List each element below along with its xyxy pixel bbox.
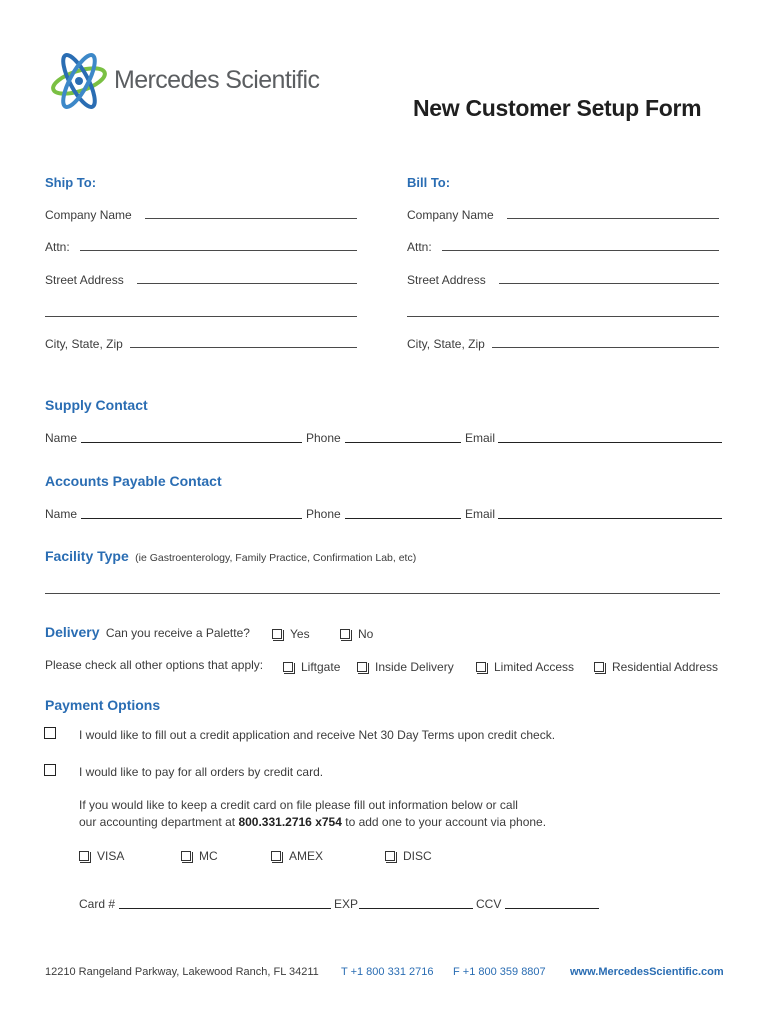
card-number-label: Card # [79, 897, 116, 911]
ap-name-label: Name [45, 507, 78, 521]
card-mc-option[interactable] [181, 849, 218, 863]
delivery-other-prompt: Please check all other options that apply: [45, 658, 264, 672]
ship-attn-label: Attn: [45, 240, 70, 254]
payment-options-heading: Payment Options [45, 697, 161, 713]
inside-delivery-label: Inside Delivery [375, 660, 454, 674]
delivery-heading: Delivery [45, 624, 100, 640]
card-number-field[interactable] [119, 908, 331, 909]
ccv-field[interactable] [505, 908, 599, 909]
limited-access-label: Limited Access [494, 660, 575, 674]
page-title: New Customer Setup Form [413, 95, 702, 121]
palette-no-checkbox[interactable] [340, 629, 350, 639]
ap-phone-label: Phone [306, 507, 341, 521]
ap-contact-heading: Accounts Payable Contact [45, 473, 222, 489]
accounting-phone: 800.331.2716 x754 [238, 815, 342, 829]
option-inside-delivery[interactable] [357, 660, 454, 674]
supply-name-field[interactable] [81, 442, 302, 443]
liftgate-label: Liftgate [301, 660, 341, 674]
disc-label: DISC [403, 849, 432, 863]
inside-delivery-checkbox[interactable] [357, 662, 367, 672]
ship-street-field-2[interactable] [45, 316, 357, 317]
supply-email-label: Email [465, 431, 496, 445]
liftgate-checkbox[interactable] [283, 662, 293, 672]
facility-type-field[interactable] [45, 593, 720, 594]
exp-field[interactable] [359, 908, 473, 909]
ap-phone-field[interactable] [345, 518, 461, 519]
ship-attn-field[interactable] [80, 250, 357, 251]
mc-checkbox[interactable] [181, 851, 191, 861]
option-residential-address[interactable] [594, 660, 718, 674]
facility-type-hint: (ie Gastroenterology, Family Practice, Confirmation Lab, etc) [135, 552, 417, 564]
ship-street-field[interactable] [137, 283, 357, 284]
card-on-file-note-line1: If you would like to keep a credit card on file please fill out information below or call [79, 798, 518, 812]
ship-company-label: Company Name [45, 208, 132, 222]
footer-fax: F +1 800 359 8807 [453, 966, 546, 978]
ccv-label: CCV [476, 897, 502, 911]
option-liftgate[interactable] [283, 660, 340, 674]
pay-by-card-label: I would like to pay for all orders by credit card. [79, 765, 324, 779]
card-amex-option[interactable] [271, 849, 323, 863]
bill-city-field[interactable] [492, 347, 719, 348]
bill-city-label: City, State, Zip [407, 337, 485, 351]
credit-application-checkbox[interactable] [44, 727, 56, 739]
mc-label: MC [199, 849, 218, 863]
facility-type-heading: Facility Type [45, 548, 129, 564]
note-post: to add one to your account via phone. [345, 815, 547, 829]
ship-city-field[interactable] [130, 347, 357, 348]
facility-type-row [45, 548, 416, 564]
note-pre: our accounting department at [79, 815, 236, 829]
bill-company-label: Company Name [407, 208, 494, 222]
brand-name: Mercedes Scientific [114, 66, 320, 94]
palette-yes-option[interactable] [272, 627, 310, 641]
credit-application-label: I would like to fill out a credit application and receive Net 30 Day Terms upon credit check. [79, 728, 556, 742]
logo [48, 46, 338, 116]
ap-email-field[interactable] [498, 518, 722, 519]
bill-to-heading: Bill To: [407, 175, 451, 190]
card-visa-option[interactable] [79, 849, 124, 863]
ship-city-label: City, State, Zip [45, 337, 123, 351]
delivery-question: Can you receive a Palette? [105, 626, 250, 640]
palette-no-option[interactable] [340, 627, 373, 641]
amex-label: AMEX [289, 849, 324, 863]
palette-yes-label: Yes [290, 627, 310, 641]
footer-address: 12210 Rangeland Parkway, Lakewood Ranch, FL 34211 [45, 966, 319, 978]
ship-company-field[interactable] [145, 218, 357, 219]
footer-phone: T +1 800 331 2716 [341, 966, 434, 978]
option-limited-access[interactable] [476, 660, 574, 674]
footer-website[interactable]: www.MercedesScientific.com [570, 966, 724, 978]
palette-yes-checkbox[interactable] [272, 629, 282, 639]
supply-phone-field[interactable] [345, 442, 461, 443]
residential-address-label: Residential Address [612, 660, 719, 674]
supply-email-field[interactable] [498, 442, 722, 443]
bill-street-field-2[interactable] [407, 316, 719, 317]
supply-name-label: Name [45, 431, 78, 445]
bill-attn-label: Attn: [407, 240, 432, 254]
atom-logo-icon [48, 46, 110, 116]
exp-label: EXP [334, 897, 359, 911]
residential-address-checkbox[interactable] [594, 662, 604, 672]
ap-name-field[interactable] [81, 518, 302, 519]
visa-label: VISA [97, 849, 125, 863]
visa-checkbox[interactable] [79, 851, 89, 861]
ship-street-label: Street Address [45, 273, 124, 287]
limited-access-checkbox[interactable] [476, 662, 486, 672]
ap-email-label: Email [465, 507, 496, 521]
ship-to-heading: Ship To: [45, 175, 97, 190]
supply-phone-label: Phone [306, 431, 341, 445]
pay-by-card-checkbox[interactable] [44, 764, 56, 776]
bill-attn-field[interactable] [442, 250, 719, 251]
amex-checkbox[interactable] [271, 851, 281, 861]
bill-street-field[interactable] [499, 283, 719, 284]
disc-checkbox[interactable] [385, 851, 395, 861]
supply-contact-heading: Supply Contact [45, 397, 148, 413]
card-disc-option[interactable] [385, 849, 432, 863]
card-on-file-note-line2 [79, 815, 546, 829]
delivery-row [45, 624, 250, 640]
palette-no-label: No [358, 627, 374, 641]
bill-company-field[interactable] [507, 218, 719, 219]
bill-street-label: Street Address [407, 273, 486, 287]
